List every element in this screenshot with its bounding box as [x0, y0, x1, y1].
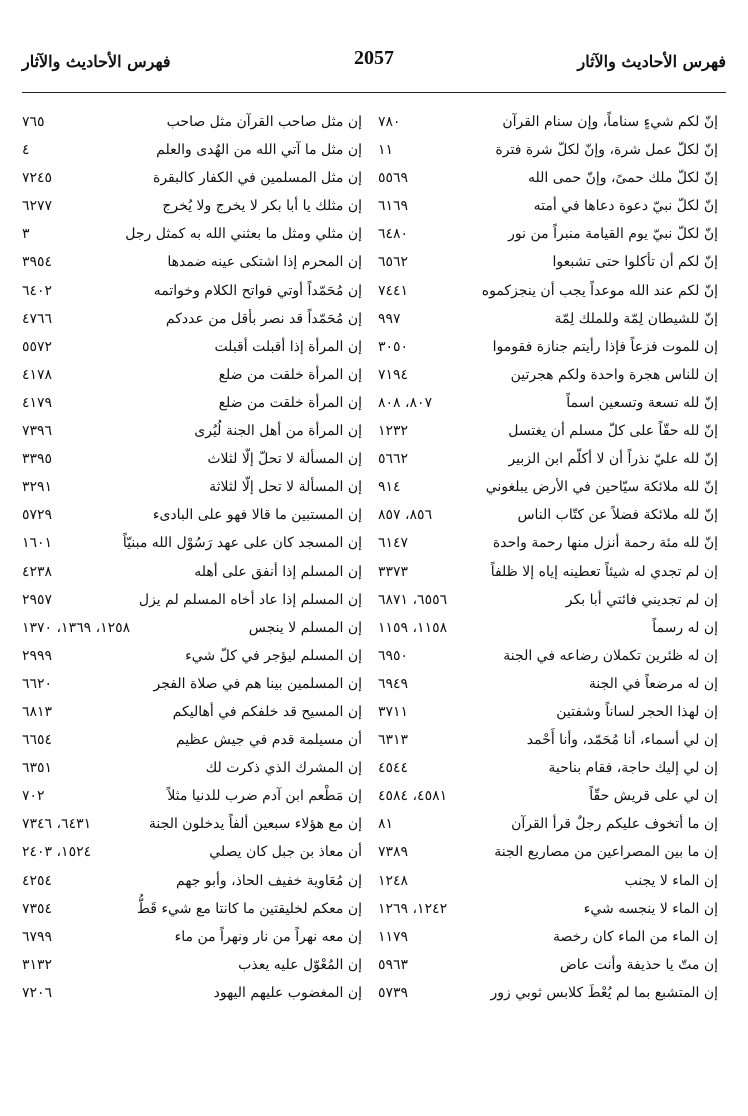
hadith-reference-numbers: ٦٦٥٤ — [22, 732, 53, 749]
hadith-incipit: إنّ لله ملائكة سيّاحين في الأرض يبلغوني — [485, 479, 718, 496]
index-entry — [378, 867, 718, 895]
page-number: 2057 — [354, 47, 394, 69]
hadith-reference-numbers: ٣٠٥٠ — [378, 338, 409, 355]
index-entry — [22, 445, 362, 473]
hadith-reference-numbers: ٤١٧٩ — [22, 394, 53, 411]
index-entry — [378, 136, 718, 164]
hadith-incipit: إن لي على قريش حقّاً — [589, 788, 718, 805]
hadith-incipit: إن المسلم إذا أنفق على أهله — [194, 563, 362, 580]
index-entry — [378, 220, 718, 248]
index-entry — [378, 108, 718, 136]
index-entry — [378, 389, 718, 417]
index-entry — [22, 136, 362, 164]
hadith-reference-numbers: ٨١ — [378, 816, 394, 833]
hadith-reference-numbers: ٧٨٠ — [378, 114, 401, 130]
hadith-incipit: أن مسيلمة قدم في جيش عظيم — [175, 732, 362, 749]
index-entry — [378, 951, 718, 979]
index-entry — [378, 248, 718, 276]
hadith-reference-numbers: ٧٢٤٥ — [22, 170, 53, 187]
index-entry — [378, 782, 718, 810]
index-entry — [378, 642, 718, 670]
index-column-right — [378, 108, 718, 1007]
hadith-incipit: إنّ لله مئة رحمة أنزل منها رحمة واحدة — [492, 535, 718, 552]
hadith-incipit: إن المتشبع بما لم يُعْطَ كلابس ثوبي زور — [490, 984, 718, 1001]
running-title-left: فهرس الأحاديث والآثار — [22, 52, 171, 71]
index-entry — [378, 726, 718, 754]
hadith-incipit: إنّ لكلّ نبيّ يوم القيامة منبراً من نور — [508, 226, 718, 243]
index-entry — [22, 867, 362, 895]
hadith-reference-numbers: ٦٩٥٠ — [378, 647, 409, 664]
index-entry — [22, 698, 362, 726]
hadith-incipit: إن المستبين ما قالا فهو على البادىء — [152, 507, 362, 524]
hadith-incipit: إنّ لله حقّاً على كلّ مسلم أن يغتسل — [508, 423, 718, 440]
index-entry — [22, 838, 362, 866]
hadith-incipit: إنّ للشيطان لِمّة وللملك لِمّة — [554, 310, 718, 327]
hadith-reference-numbers: ٤٢٣٨ — [22, 563, 53, 580]
index-entry — [22, 726, 362, 754]
hadith-reference-numbers: ٦١٤٧ — [378, 535, 409, 552]
hadith-incipit: إن له رسماً — [652, 619, 718, 636]
hadith-reference-numbers: ١٢٤٨ — [378, 872, 409, 889]
hadith-incipit: إن مثل المسلمين في الكفار كالبقرة — [152, 170, 362, 187]
hadith-reference-numbers: ٣٢٩١ — [22, 479, 53, 496]
hadith-reference-numbers: ٣٩٥٤ — [22, 254, 53, 271]
hadith-incipit: إن المُعْوّل عليه يعذب — [238, 956, 362, 973]
index-entry — [378, 810, 718, 838]
hadith-incipit: إن ما بين المصراعين من مصاريع الجنة — [494, 844, 718, 861]
hadith-reference-numbers: ١٢٤٢، ١٢٦٩ — [378, 900, 448, 917]
hadith-reference-numbers: ٤٧٦٦ — [22, 310, 53, 327]
hadith-reference-numbers: ٦٥٥٦، ٦٨٧١ — [378, 591, 448, 608]
hadith-reference-numbers: ٧٤٤١ — [378, 282, 409, 299]
hadith-reference-numbers: ٤١٧٨ — [22, 366, 53, 383]
hadith-incipit: إن مَطْعم ابن آدم ضرب للدنيا مثلاً — [167, 788, 362, 805]
hadith-incipit: أن معاذ بن جبل كان يصلي — [209, 844, 362, 861]
hadith-incipit: إن الماء لا ينجسه شيء — [583, 900, 718, 917]
index-entry — [378, 192, 718, 220]
hadith-incipit: إن المسجد كان على عهد رَسُوْل الله مبنيّاً — [122, 535, 362, 552]
hadith-incipit: إن لي أسماء، أنا مُحَمّد، وأنا أَحْمد — [526, 732, 718, 749]
hadith-incipit: إن مُحَمّداً أوتي فواتح الكلام وخواتمه — [153, 282, 362, 299]
hadith-reference-numbers: ٧٣٥٤ — [22, 900, 53, 917]
hadith-reference-numbers: ٣٣٧٣ — [378, 563, 409, 580]
index-entry — [22, 642, 362, 670]
index-entry — [22, 558, 362, 586]
hadith-incipit: إن للناس هجرة واحدة ولكم هجرتين — [510, 366, 718, 383]
hadith-incipit: إنّ لله عليّ نذراً أن لا أكلّم ابن الزبير — [508, 451, 718, 468]
hadith-incipit: إنّ لله تسعة وتسعين اسماً — [566, 394, 718, 411]
hadith-incipit: إن مُحَمّداً قد نصر بأقل من عددكم — [165, 310, 362, 327]
hadith-reference-numbers: ١٢٣٢ — [378, 423, 409, 440]
hadith-reference-numbers: ٩١٤ — [378, 479, 401, 496]
hadith-incipit: إن المسيح قد خلفكم في أهاليكم — [172, 703, 362, 720]
index-entry — [378, 754, 718, 782]
index-entry — [22, 248, 362, 276]
index-entry — [378, 417, 718, 445]
index-entry — [22, 220, 362, 248]
hadith-reference-numbers: ١١٥٨، ١١٥٩ — [378, 619, 448, 636]
hadith-reference-numbers: ٧٣٨٩ — [378, 844, 409, 861]
hadith-reference-numbers: ٧٣٩٦ — [22, 423, 53, 440]
hadith-reference-numbers: ٦٤٠٢ — [22, 282, 53, 299]
hadith-reference-numbers: ٧١٩٤ — [378, 366, 409, 383]
hadith-incipit: إنّ لكم أن تأكلوا حتى تشبعوا — [552, 254, 718, 271]
hadith-reference-numbers: ٧٠٢ — [22, 788, 45, 805]
index-entry — [22, 277, 362, 305]
index-entry — [22, 923, 362, 951]
hadith-reference-numbers: ٢٩٩٩ — [22, 647, 53, 664]
hadith-reference-numbers: ٧٢٠٦ — [22, 984, 53, 1001]
hadith-incipit: إن المرأة خلقت من ضلع — [218, 366, 362, 383]
hadith-incipit: إن ما أتخوف عليكم رجلٌ قرأ القرآن — [511, 816, 718, 833]
index-entry — [22, 333, 362, 361]
index-entry — [378, 473, 718, 501]
hadith-incipit: إن المغضوب عليهم اليهود — [213, 984, 362, 1001]
index-entry — [378, 445, 718, 473]
index-entry — [378, 333, 718, 361]
index-entry — [22, 473, 362, 501]
index-entry — [378, 501, 718, 529]
index-entry — [22, 782, 362, 810]
hadith-incipit: إن مُعَاوية خفيف الحاذ، وأبو جهم — [176, 872, 362, 889]
hadith-incipit: إن له ظئرين تكملان رضاعه في الجنة — [503, 647, 718, 664]
index-entry — [378, 979, 718, 1007]
hadith-incipit: إن المسلم إذا عاد أخاه المسلم لم يزل — [138, 591, 362, 608]
hadith-reference-numbers: ٦٤٣١، ٧٣٤٦ — [22, 816, 92, 833]
hadith-incipit: إنّ لكم عند الله موعداً يجب أن ينجزكموه — [481, 282, 718, 299]
hadith-incipit: إن لهذا الحجر لساناً وشفتين — [556, 703, 718, 720]
index-entry — [22, 979, 362, 1007]
hadith-reference-numbers: ٥٥٧٢ — [22, 338, 53, 355]
hadith-reference-numbers: ٦٣١٣ — [378, 732, 409, 749]
hadith-incipit: إن معه نهراً من نار ونهراً من ماء — [174, 928, 362, 945]
hadith-incipit: إن لم تجدي له شيئاً تعطينه إياه إلا ظلفاً — [490, 563, 718, 580]
hadith-incipit: إن المسلمين بينا هم في صلاة الفجر — [153, 675, 362, 692]
hadith-incipit: إن متّ يا حذيفة وأنت عاض — [559, 956, 718, 973]
hadith-reference-numbers: ٩٩٧ — [378, 310, 401, 327]
index-entry — [378, 277, 718, 305]
hadith-incipit: إن لم تجديني فائتي أبا بكر — [565, 591, 718, 608]
index-entry — [22, 417, 362, 445]
hadith-incipit: إن المشرك الذي ذكرت لك — [205, 760, 362, 777]
hadith-incipit: إن مثل ما آتي الله من الهُدى والعلم — [156, 142, 362, 159]
hadith-incipit: إن له مرضعاً في الجنة — [588, 675, 718, 692]
hadith-reference-numbers: ٣٣٩٥ — [22, 451, 53, 468]
index-entry — [22, 361, 362, 389]
index-entry — [22, 670, 362, 698]
hadith-reference-numbers: ٦٢٧٧ — [22, 198, 53, 215]
index-column-left — [22, 108, 362, 1007]
hadith-incipit: إنّ لكلّ عمل شرة، وإنّ لكلّ شرة فترة — [495, 142, 718, 159]
index-entry — [378, 305, 718, 333]
hadith-reference-numbers: ٤٢٥٤ — [22, 872, 53, 889]
running-title-right: فهرس الأحاديث والآثار — [577, 52, 726, 71]
hadith-reference-numbers: ٨٠٧، ٨٠٨ — [378, 394, 433, 411]
hadith-incipit: إن المسألة لا تحل إلّا لثلاثة — [209, 479, 362, 496]
hadith-incipit: إن مثلي ومثل ما بعثني الله به كمثل رجل — [125, 226, 362, 243]
hadith-reference-numbers: ٥٦٦٢ — [378, 451, 409, 468]
hadith-incipit: إن لي إليك حاجة، فقام بناحية — [548, 760, 718, 777]
hadith-reference-numbers: ٦٧٩٩ — [22, 928, 53, 945]
hadith-reference-numbers: ٦٥٦٢ — [378, 254, 409, 271]
hadith-reference-numbers: ١١٧٩ — [378, 928, 409, 945]
hadith-incipit: إن مثل صاحب القرآن مثل صاحب — [166, 114, 362, 130]
index-entry — [378, 558, 718, 586]
index-entry — [22, 810, 362, 838]
index-entry — [378, 586, 718, 614]
hadith-incipit: إنّ لله ملائكة فضلاً عن كتّاب الناس — [517, 507, 718, 524]
index-entry — [378, 923, 718, 951]
hadith-incipit: إنّ لكلّ نبيّ دعوة دعاها في أمته — [533, 198, 718, 215]
hadith-incipit: إن الماء من الماء كان رخصة — [552, 928, 718, 945]
index-entry — [22, 108, 362, 136]
index-entry — [378, 670, 718, 698]
hadith-reference-numbers: ٥٥٦٩ — [378, 170, 409, 187]
hadith-incipit: إن المرأة خلقت من ضلع — [218, 394, 362, 411]
hadith-reference-numbers: ٦٣٥١ — [22, 760, 53, 777]
hadith-reference-numbers: ٥٧٣٩ — [378, 984, 409, 1001]
index-entry — [378, 698, 718, 726]
index-entry — [22, 164, 362, 192]
hadith-reference-numbers: ١١ — [378, 142, 394, 159]
hadith-incipit: إن للموت فزعاً فإذا رأيتم جنازة فقوموا — [492, 338, 718, 355]
hadith-incipit: إن المسلم لا ينجس — [248, 619, 362, 636]
index-entry — [22, 754, 362, 782]
index-entry — [378, 895, 718, 923]
hadith-reference-numbers: ٥٧٢٩ — [22, 507, 53, 524]
hadith-incipit: إن المرأة إذا أقبلت أقبلت — [214, 338, 362, 355]
index-entry — [378, 614, 718, 642]
index-entry — [378, 164, 718, 192]
index-entry — [22, 305, 362, 333]
index-entry — [378, 529, 718, 557]
index-entry — [22, 895, 362, 923]
hadith-incipit: إن المسألة لا تحلّ إلّا لثلاث — [207, 451, 362, 468]
hadith-reference-numbers: ٥٩٦٣ — [378, 956, 409, 973]
hadith-reference-numbers: ٤٥٤٤ — [378, 760, 409, 777]
hadith-reference-numbers: ٦٦٢٠ — [22, 675, 53, 692]
hadith-reference-numbers: ٣١٣٢ — [22, 956, 53, 973]
index-entry — [378, 838, 718, 866]
hadith-incipit: إن المرأة من أهل الجنة لُيُرى — [194, 423, 362, 440]
index-entry — [22, 192, 362, 220]
hadith-reference-numbers: ١٥٢٤، ٢٤٠٣ — [22, 844, 92, 861]
hadith-incipit: إنّ لكم شيءٍ سناماً، وإن سنام القرآن — [502, 114, 718, 130]
hadith-reference-numbers: ٤ — [22, 142, 30, 159]
index-entry — [22, 501, 362, 529]
hadith-reference-numbers: ٦٩٤٩ — [378, 675, 409, 692]
hadith-incipit: إن معكم لخليقتين ما كانتا مع شيء قَطُّ — [137, 900, 362, 917]
index-entry — [22, 529, 362, 557]
hadith-incipit: إنّ لكلّ ملك حمىً، وإنّ حمى الله — [528, 170, 718, 187]
hadith-reference-numbers: ٦١٦٩ — [378, 198, 409, 215]
hadith-incipit: إن مثلك يا أبا بكر لا يخرج ولا يُخرج — [162, 198, 362, 215]
index-entry — [378, 361, 718, 389]
hadith-reference-numbers: ٢٩٥٧ — [22, 591, 53, 608]
hadith-reference-numbers: ٣ — [22, 226, 30, 243]
hadith-incipit: إن المحرم إذا اشتكى عينه ضمدها — [167, 254, 362, 271]
index-entry — [22, 586, 362, 614]
hadith-reference-numbers: ٦٨١٣ — [22, 703, 53, 720]
index-entry — [22, 951, 362, 979]
hadith-incipit: إن المسلم ليؤجر في كلّ شيء — [185, 647, 362, 664]
hadith-reference-numbers: ٨٥٦، ٨٥٧ — [378, 507, 433, 524]
hadith-reference-numbers: ٣٧١١ — [378, 703, 409, 720]
index-entry — [22, 614, 362, 642]
hadith-reference-numbers: ٦٤٨٠ — [378, 226, 409, 243]
hadith-reference-numbers: ٧٦٥ — [22, 114, 45, 130]
hadith-reference-numbers: ٤٥٨١، ٤٥٨٤ — [378, 788, 448, 805]
index-entry — [22, 389, 362, 417]
hadith-reference-numbers: ١٦٠١ — [22, 535, 53, 552]
hadith-incipit: إن الماء لا يجنب — [624, 872, 718, 889]
page-header — [22, 46, 726, 93]
hadith-reference-numbers: ١٢٥٨، ١٣٦٩، ١٣٧٠ — [22, 619, 131, 636]
hadith-incipit: إن مع هؤلاء سبعين ألفاً يدخلون الجنة — [148, 816, 362, 833]
